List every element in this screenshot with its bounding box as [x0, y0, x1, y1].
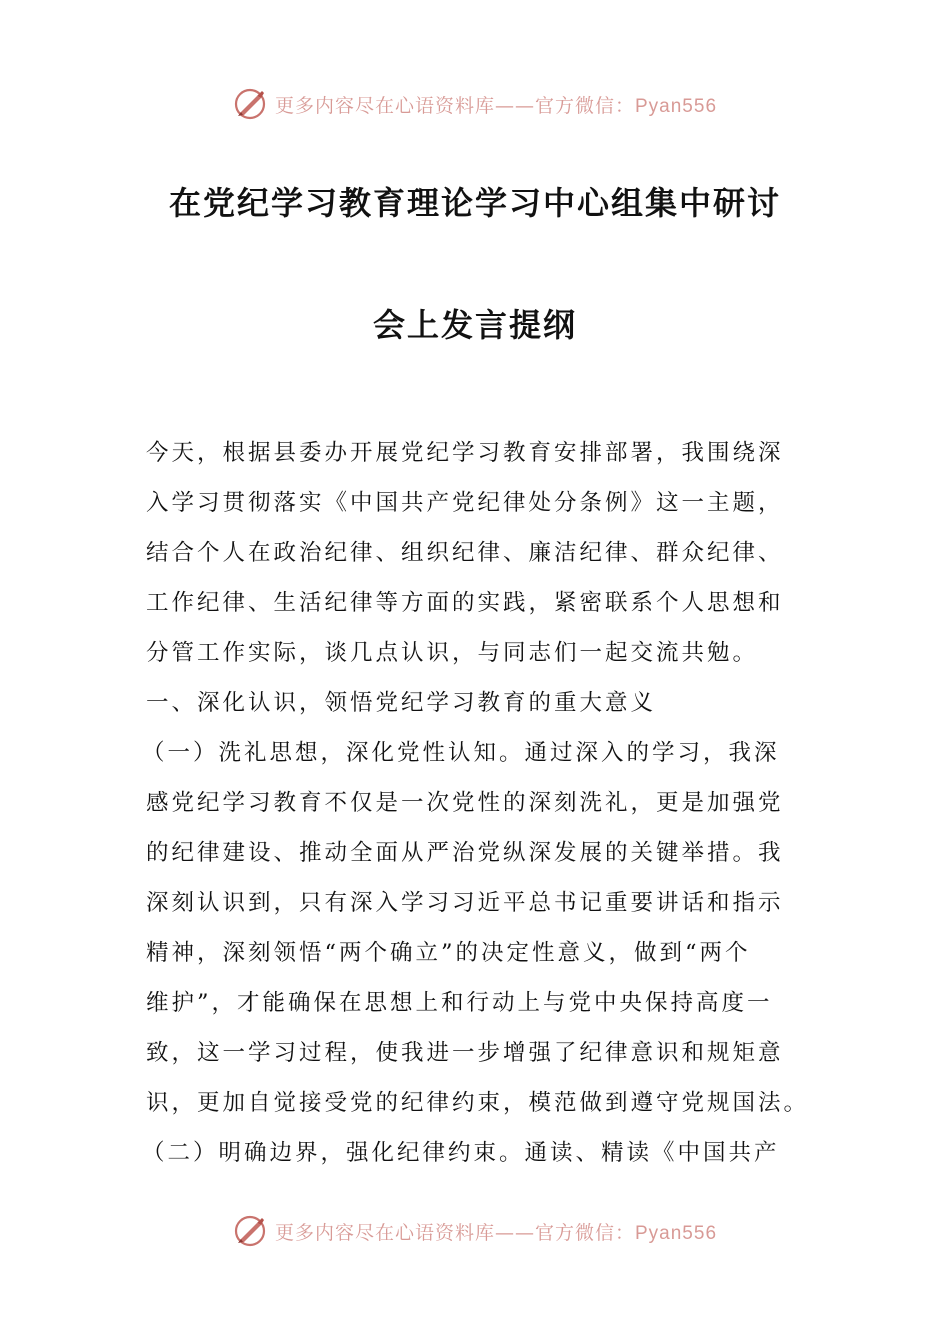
watermark-dash: ——: [494, 1221, 535, 1244]
watermark-text: [275, 91, 717, 118]
watermark-wechat-id: Pyan556: [635, 1222, 718, 1244]
watermark-text: [275, 1218, 717, 1245]
body-line: 精神，深刻领悟“两个确立”的决定性意义，做到“两个: [146, 940, 751, 966]
body-line: 感党纪学习教育不仅是一次党性的深刻洗礼，更是加强党: [146, 790, 784, 816]
pen-logo-icon: [233, 87, 267, 121]
watermark-banner-top: [0, 84, 950, 124]
body-line: 的纪律建设、推动全面从严治党纵深发展的关键举措。我: [146, 840, 784, 866]
body-line: 识，更加自觉接受党的纪律约束，模范做到遵守党规国法。: [146, 1090, 810, 1116]
watermark-wechat-label: 官方微信：: [534, 1221, 635, 1244]
watermark-dash: ——: [494, 94, 535, 117]
body-text: [142, 428, 818, 1178]
body-line: 工作纪律、生活纪律等方面的实践，紧密联系个人思想和: [146, 590, 784, 616]
body-line: 维护”，才能确保在思想上和行动上与党中央保持高度一: [146, 990, 773, 1016]
watermark-banner-bottom: [0, 1211, 950, 1251]
body-line: 分管工作实际，谈几点认识，与同志们一起交流共勉。: [146, 640, 759, 666]
page-title-line-1: 在党纪学习教育理论学习中心组集中研讨: [168, 184, 781, 222]
body-line: （一）洗礼思想，深化党性认知。通过深入的学习，我深: [142, 740, 780, 766]
page-title-line-2: 会上发言提纲: [372, 306, 577, 344]
body-line: （二）明确边界，强化纪律约束。通读、精读《中国共产: [142, 1140, 780, 1166]
body-line: 深刻认识到，只有深入学习习近平总书记重要讲话和指示: [146, 890, 784, 916]
watermark-site-text: 更多内容尽在心语资料库: [274, 94, 495, 117]
body-line: 致，这一学习过程，使我进一步增强了纪律意识和规矩意: [146, 1040, 784, 1066]
pen-logo-icon: [233, 1214, 267, 1248]
body-line: 入学习贯彻落实《中国共产党纪律处分条例》这一主题，: [146, 490, 784, 516]
watermark-wechat-id: Pyan556: [635, 95, 718, 117]
body-line: 结合个人在政治纪律、组织纪律、廉洁纪律、群众纪律、: [146, 540, 784, 566]
watermark-site-text: 更多内容尽在心语资料库: [274, 1221, 495, 1244]
watermark-wechat-label: 官方微信：: [534, 94, 635, 117]
body-line: 今天，根据县委办开展党纪学习教育安排部署，我围绕深: [146, 440, 784, 466]
section-heading: 一、深化认识，领悟党纪学习教育的重大意义: [146, 690, 657, 716]
